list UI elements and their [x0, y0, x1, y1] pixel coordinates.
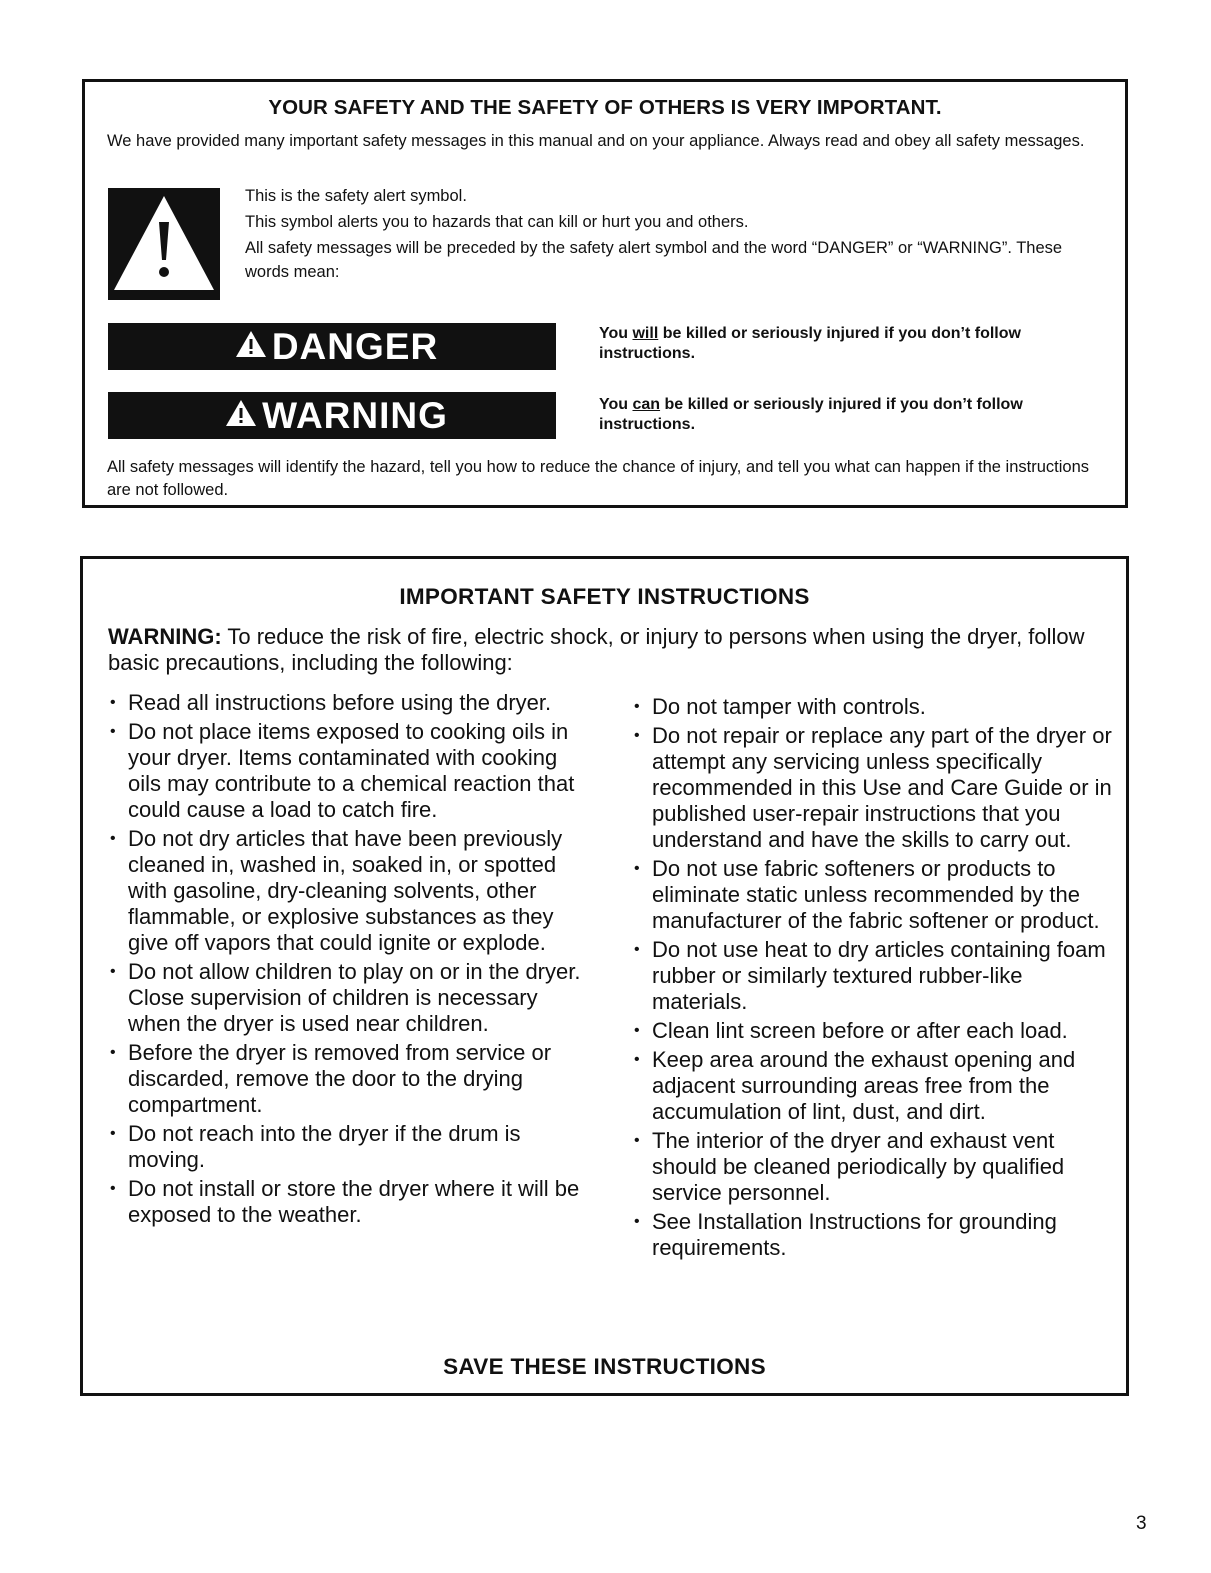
warning-text: To reduce the risk of fire, electric shock, or injury to persons when using the dryer, follow basic precautions, including the following: [108, 624, 1085, 675]
instruction-text: Clean lint screen before or after each load. [652, 1018, 1068, 1043]
instruction-text: Do not dry articles that have been previously cleaned in, washed in, soaked in, or spotted with gasoline, dry-cleaning solvents, other flammable, or explosive substances as they give off vapors that could ignite or explode. [128, 826, 563, 955]
bullet-icon: • [634, 727, 640, 744]
safety-alert-triangle-icon [234, 326, 268, 368]
instructions-left-column [105, 690, 585, 1231]
instruction-item [105, 959, 585, 1037]
instruction-text: The interior of the dryer and exhaust vent should be cleaned periodically by qualified service personnel. [652, 1128, 1065, 1205]
instruction-text: Read all instructions before using the dryer. [128, 690, 552, 715]
instruction-text: Keep area around the exhaust opening and adjacent surrounding areas free from the accumulation of lint, dust, and dirt. [652, 1047, 1076, 1124]
alert-line: All safety messages will be preceded by the safety alert symbol and the word “DANGER” or “WARNING”. These words mean: [245, 239, 1063, 281]
instruction-text: Do not place items exposed to cooking oils in your dryer. Items contaminated with cooking oils may contribute to a chemical reaction that could cause a load to catch fire. [128, 719, 575, 822]
safety-alert-triangle-icon [108, 188, 220, 300]
instruction-text: Do not reach into the dryer if the drum is moving. [128, 1121, 521, 1172]
instructions-heading: IMPORTANT SAFETY INSTRUCTIONS [399, 584, 810, 609]
bullet-icon: • [634, 1051, 640, 1068]
instruction-item [105, 826, 585, 956]
instruction-text: Do not allow children to play on or in the dryer. Close supervision of children is necessary when the dryer is used near children. [128, 959, 581, 1036]
save-instructions-footer: SAVE THESE INSTRUCTIONS [443, 1354, 766, 1379]
page-number: 3 [1136, 1513, 1147, 1534]
instructions-warning [108, 624, 1108, 676]
instructions-box [80, 556, 1129, 1396]
bullet-icon: • [634, 1213, 640, 1230]
instruction-item [105, 1040, 585, 1118]
instruction-item [629, 694, 1119, 720]
safety-alert-triangle-icon [224, 395, 258, 437]
bullet-icon: • [110, 1044, 116, 1061]
instruction-item [629, 1018, 1119, 1044]
danger-meaning: You will be killed or seriously injured if you don’t follow instructions. [599, 325, 1021, 362]
bullet-icon: • [110, 1180, 116, 1197]
bullet-icon: • [634, 1022, 640, 1039]
warning-prefix: WARNING: [108, 624, 222, 649]
instruction-item [105, 690, 585, 716]
instruction-item [629, 1047, 1119, 1125]
alert-line: This is the safety alert symbol. [245, 187, 467, 205]
instruction-item [629, 723, 1119, 853]
instruction-text: Do not repair or replace any part of the dryer or attempt any servicing unless specifically recommended in this Use and Care Guide or in published user-repair instructions that you understand and have the skills to carry out. [652, 723, 1112, 852]
warning-label: WARNING [262, 394, 448, 436]
instruction-text: Do not install or store the dryer where it will be exposed to the weather. [128, 1176, 580, 1227]
instruction-text: Before the dryer is removed from service or discarded, remove the door to the drying compartment. [128, 1040, 552, 1117]
danger-banner [108, 323, 556, 370]
instruction-item [629, 1128, 1119, 1206]
bullet-icon: • [110, 723, 116, 740]
safety-message-box [82, 79, 1128, 508]
instruction-text: See Installation Instructions for grounding requirements. [652, 1209, 1057, 1260]
instructions-right-column [629, 694, 1119, 1264]
bullet-icon: • [634, 860, 640, 877]
bullet-icon: • [634, 698, 640, 715]
instruction-text: Do not use heat to dry articles containing foam rubber or similarly textured rubber-like materials. [652, 937, 1106, 1014]
bullet-icon: • [110, 830, 116, 847]
safety-heading: YOUR SAFETY AND THE SAFETY OF OTHERS IS VERY IMPORTANT. [268, 96, 942, 119]
bullet-icon: • [110, 694, 116, 711]
instruction-text: Do not tamper with controls. [652, 694, 926, 719]
bullet-icon: • [110, 963, 116, 980]
instruction-item [105, 719, 585, 823]
warning-meaning: You can be killed or seriously injured if you don’t follow instructions. [599, 396, 1023, 433]
warning-banner [108, 392, 556, 439]
bullet-icon: • [634, 941, 640, 958]
alert-line: This symbol alerts you to hazards that can kill or hurt you and others. [245, 213, 749, 231]
instruction-item [105, 1121, 585, 1173]
instruction-text: Do not use fabric softeners or products to eliminate static unless recommended by the manufacturer of the fabric softener or product. [652, 856, 1100, 933]
instruction-item [629, 856, 1119, 934]
instruction-item [105, 1176, 585, 1228]
danger-label: DANGER [271, 325, 439, 367]
safety-intro: We have provided many important safety messages in this manual and on your appliance. Always read and obey all safety messages. [107, 132, 1085, 150]
instruction-item [629, 937, 1119, 1015]
instruction-item [629, 1209, 1119, 1261]
safety-closing: All safety messages will identify the hazard, tell you how to reduce the chance of injury, and tell you what can happen if the instructions are not followed. [107, 458, 1089, 499]
bullet-icon: • [634, 1132, 640, 1149]
bullet-icon: • [110, 1125, 116, 1142]
alert-symbol-explanation [245, 184, 1105, 286]
